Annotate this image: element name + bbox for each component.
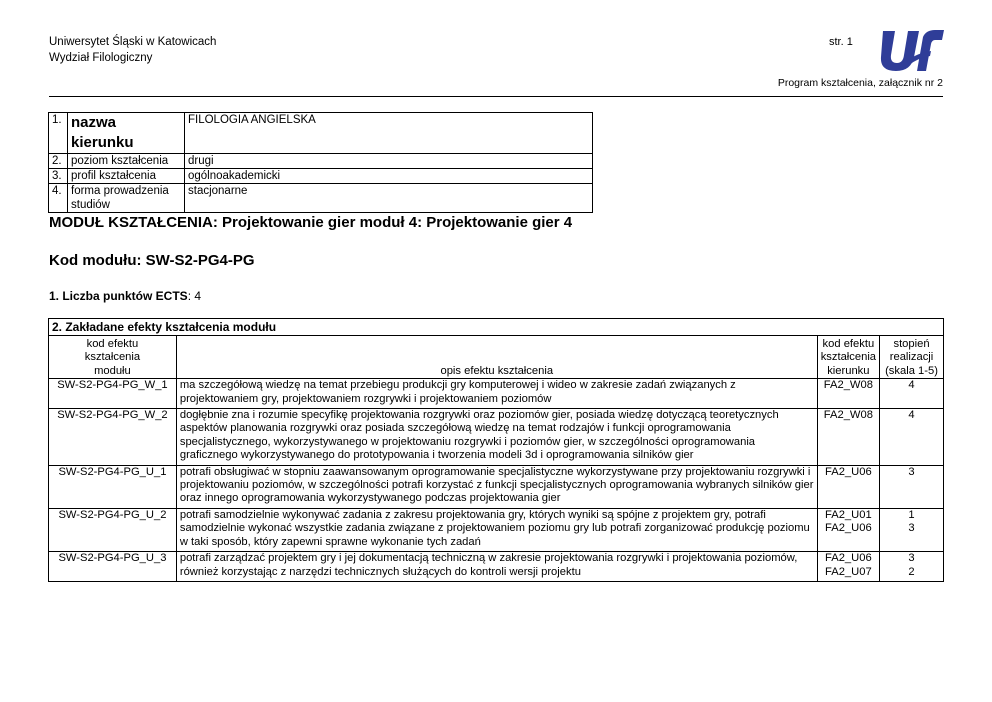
header-module-code: kod efektu kształcenia modułu: [49, 336, 177, 379]
field-effect-code: FA2_W08: [817, 409, 879, 466]
field-effect-code: FA2_W08: [817, 379, 879, 409]
header-field-code: kod efektu kształcenia kierunku: [817, 336, 879, 379]
ects-label: 1. Liczba punktów ECTS: [49, 289, 188, 303]
table-header-row: [49, 336, 944, 379]
table-row: [49, 409, 944, 466]
info-row: [49, 113, 593, 154]
faculty-name: Wydział Filologiczny: [49, 52, 153, 64]
ects-points: [49, 288, 201, 304]
header-description: opis efektu kształcenia: [176, 336, 817, 379]
info-value: drugi: [185, 154, 593, 169]
effect-code: SW-S2-PG4-PG_U_2: [49, 508, 177, 551]
info-label: profil kształcenia: [68, 169, 185, 184]
info-label: forma prowadzenia studiów: [68, 184, 185, 213]
effect-description: potrafi samodzielnie wykonywać zadania z zakresu projektowania gry, których wyniki są spójne z projektem gry, potrafi samodzielnie wykonać wszystkie zadania związane z projektowaniem poziomu gry lub potrafi zorganizować produkcję poziomu w taki sposób, który zapewni sprawne wykonanie tych zadań: [176, 508, 817, 551]
info-num: 4.: [49, 184, 68, 213]
effect-code: SW-S2-PG4-PG_W_2: [49, 409, 177, 466]
effect-description: potrafi zarządzać projektem gry i jej dokumentacją techniczną w zakresie projektowania rozgrywki i projektowania poziomów, również korzystając z narzędzi technicznych służących do kontroli wersji projektu: [176, 552, 817, 582]
learning-outcomes-table: [48, 318, 944, 582]
info-value: FILOLOGIA ANGIELSKA: [185, 113, 593, 154]
university-logo-icon: [877, 27, 945, 73]
learning-outcomes-title: 2. Zakładane efekty kształcenia modułu: [49, 319, 944, 336]
realization-degree: 4: [880, 409, 944, 466]
info-row: [49, 184, 593, 213]
info-value: stacjonarne: [185, 184, 593, 213]
field-effect-code: FA2_U06 FA2_U07: [817, 552, 879, 582]
program-annex: Program kształcenia, załącznik nr 2: [777, 77, 943, 89]
field-effect-code: FA2_U06: [817, 465, 879, 508]
module-title: MODUŁ KSZTAŁCENIA: Projektowanie gier moduł 4: Projektowanie gier 4: [49, 214, 573, 231]
field-effect-code: FA2_U01 FA2_U06: [817, 508, 879, 551]
info-num: 1.: [49, 113, 68, 154]
info-value: ogólnoakademicki: [185, 169, 593, 184]
effect-description: dogłębnie zna i rozumie specyfikę projektowania rozgrywki oraz poziomów gier, posiada wiedzę dotyczącą teoretycznych aspektów planowania rozgrywki oraz posiada szczegółową wiedzę na temat rodzajów i funkcji oprogramowania specjalistycznego, wykorzystywanego w projektowaniu rozgrywki i poziomów gier, w szczególności oprogramowania graficznego wykorzystywanego do prototypowania i tworzenia modeli 3d i oprogramowania silników gier: [176, 409, 817, 466]
university-name: Uniwersytet Śląski w Katowicach: [49, 36, 217, 48]
info-label: nazwa kierunku: [68, 113, 185, 154]
table-row: [49, 508, 944, 551]
effect-code: SW-S2-PG4-PG_U_1: [49, 465, 177, 508]
info-row: [49, 169, 593, 184]
ects-value: : 4: [187, 289, 202, 303]
realization-degree: 1 3: [880, 508, 944, 551]
realization-degree: 4: [880, 379, 944, 409]
header-left: [49, 34, 216, 66]
effect-description: ma szczegółową wiedzę na temat przebiegu produkcji gry komputerowej i wideo w zakresie zadań związanych z projektowaniem gry, projektowaniem rozgrywki i projektowaniem poziomów: [176, 379, 817, 409]
header-divider: [49, 96, 943, 97]
page-number: str. 1: [829, 36, 853, 48]
realization-degree: 3 2: [880, 552, 944, 582]
table-row: [49, 379, 944, 409]
table-title-row: [49, 319, 944, 336]
info-num: 3.: [49, 169, 68, 184]
effect-description: potrafi obsługiwać w stopniu zaawansowanym oprogramowanie specjalistyczne wykorzystywane przy projektowaniu rozgrywki i projektowaniu poziomów, w szczególności potrafi korzystać z funkcji specjalistycznych oprogramowania wybranych silników gier oraz innego oprogramowania wykorzystywanego podczas projektowania gier: [176, 465, 817, 508]
table-row: [49, 465, 944, 508]
info-num: 2.: [49, 154, 68, 169]
info-label: poziom kształcenia: [68, 154, 185, 169]
effect-code: SW-S2-PG4-PG_U_3: [49, 552, 177, 582]
header-degree: stopień realizacji (skala 1-5): [880, 336, 944, 379]
effect-code: SW-S2-PG4-PG_W_1: [49, 379, 177, 409]
realization-degree: 3: [880, 465, 944, 508]
table-row: [49, 552, 944, 582]
info-row: [49, 154, 593, 169]
module-code: Kod modułu: SW-S2-PG4-PG: [49, 252, 255, 269]
program-info-table: [48, 112, 593, 213]
